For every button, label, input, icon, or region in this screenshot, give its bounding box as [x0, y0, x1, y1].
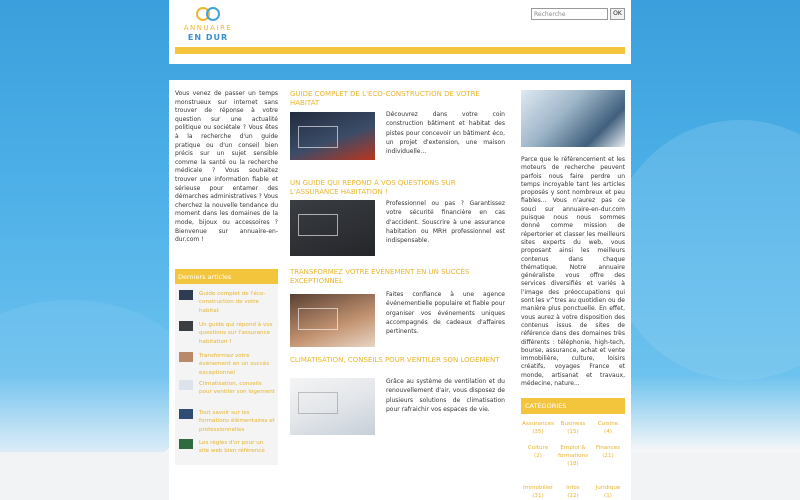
- category-count: (31): [532, 493, 544, 499]
- latest-article-thumbnail: [179, 439, 193, 449]
- category-link[interactable]: [521, 444, 555, 460]
- background-shape: [610, 120, 800, 380]
- category-link[interactable]: [591, 420, 625, 436]
- article-excerpt: Découvrez dans votre coin construction bâtiment et habitat des pistes pour concevoir un bâtiment éco, un projet d'extension, une maison individuelle...: [386, 111, 505, 156]
- article-title[interactable]: UN GUIDE QUI RÉPOND À VOS QUESTIONS SUR L'ASSURANCE HABITATION !: [290, 179, 456, 196]
- category-name: Emploi & formations: [557, 445, 589, 459]
- logo-text-line1: ANNUAIRE: [183, 24, 233, 32]
- category-count: (22): [567, 493, 579, 499]
- category-link[interactable]: [521, 484, 555, 500]
- category-name: Culture: [527, 445, 549, 451]
- latest-article-link[interactable]: Transformez votre événement en un succès exceptionnel: [199, 353, 270, 376]
- article-title[interactable]: CLIMATISATION, CONSEILS POUR VENTILER SON LOGEMENT: [290, 356, 500, 364]
- category-count: (4): [604, 429, 612, 435]
- about-text: Parce que le référencement et les moteurs de recherche peuvent parfois nous faire perdre un temps incroyable tant les articles proposés y sont nombreux et peu fiables... Vous n'aurez pas ce souci sur annuaire-en-dur.com puisque nous nous sommes donné comme mission de répertorier et classer les meilleurs sites experts du web, vous proposant ainsi les meilleurs contenus dans chaque thématique. Notre annuaire généraliste vous offre des services diversifiés et variés à l'image des préoccupations qui sont les v^tres au quotidien ou de manière plus ponctuelle. En effet, vous aurez à votre disposition des contenus issus de sites de référence dans des domaines très différents : téléphonie, high-tech, bourse, assurance, achat et vente immobilière, culture, loisirs créatifs, voyages France et monde, artisanat et travaux, médecine, nature...: [521, 156, 625, 388]
- latest-articles-title: Derniers articles: [175, 269, 278, 284]
- logo-text-line2: EN DUR: [187, 33, 229, 42]
- category-count: (1): [604, 493, 612, 499]
- latest-article-thumbnail: [179, 380, 193, 390]
- category-link[interactable]: [556, 444, 590, 468]
- category-count: (2): [534, 453, 542, 459]
- search-button[interactable]: OK: [610, 8, 625, 20]
- article-card: [290, 268, 505, 336]
- article-card: [290, 179, 505, 245]
- category-count: (18): [567, 461, 579, 467]
- latest-article-thumbnail: [179, 409, 193, 419]
- latest-article-link[interactable]: Guide complet de l'éco-construction de votre habitat: [199, 291, 266, 314]
- category-link[interactable]: [521, 420, 555, 436]
- article-image-overlay: [298, 308, 338, 330]
- article-card: [290, 90, 505, 156]
- category-name: Infos: [566, 485, 580, 491]
- featured-image: [521, 90, 625, 147]
- article-title[interactable]: TRANSFORMEZ VOTRE ÉVÉNEMENT EN UN SUCCÈS EXCEPTIONNEL: [290, 268, 470, 285]
- categories-title: CATÉGORIES: [521, 398, 625, 414]
- latest-article-link[interactable]: Tout savoir sur les formations élémentaires et professionnelles: [199, 410, 275, 433]
- article-image[interactable]: [290, 294, 375, 347]
- latest-article-link[interactable]: Climatisation, conseils pour ventiler son logement: [199, 381, 275, 396]
- article-image-overlay: [298, 126, 338, 148]
- category-link[interactable]: [556, 484, 590, 500]
- latest-articles-box: [175, 269, 278, 465]
- category-name: Immobilier: [523, 485, 553, 491]
- category-name: Cuisine: [597, 421, 619, 427]
- site-logo[interactable]: [175, 7, 241, 41]
- nav-bar: [175, 47, 625, 54]
- category-count: (15): [567, 429, 579, 435]
- site-header: [169, 0, 631, 64]
- article-image[interactable]: [290, 112, 375, 160]
- category-count: (21): [602, 453, 614, 459]
- latest-article-thumbnail: [179, 352, 193, 362]
- category-count: (35): [532, 429, 544, 435]
- category-name: Business: [560, 421, 586, 427]
- latest-article-thumbnail: [179, 321, 193, 331]
- article-image[interactable]: [290, 378, 375, 435]
- article-excerpt: Grâce au système de ventilation et du renouvellement d'air, vous disposez de plusieurs solutions de climatisation pour rafraichir vos espaces de vie.: [386, 378, 505, 413]
- article-image-overlay: [298, 392, 338, 414]
- category-name: Finances: [595, 445, 621, 451]
- latest-article-link[interactable]: Un guide qui répond à vos questions sur l'assurance habitation !: [199, 322, 273, 345]
- article-image[interactable]: [290, 200, 375, 256]
- category-name: Assurances: [522, 421, 554, 427]
- search-input[interactable]: [531, 8, 608, 20]
- article-excerpt: Faites confiance à une agence événementielle populaire et fiable pour organiser vos événements uniques accompagnés de cadeaux d'affaires pertinents.: [386, 291, 505, 336]
- category-link[interactable]: [591, 444, 625, 460]
- article-image-overlay: [298, 214, 338, 236]
- left-sidebar: [175, 90, 278, 455]
- article-title[interactable]: GUIDE COMPLET DE L'ÉCO-CONSTRUCTION DE VOTRE HABITAT: [290, 90, 480, 107]
- article-card: [290, 356, 505, 413]
- category-link[interactable]: [556, 420, 590, 436]
- category-name: Juridique: [595, 485, 621, 491]
- article-excerpt: Professionnel ou pas ? Garantissez votre sécurité financière en cas d'accident. Souscrire à une assurance habitation ou MRH professionnel est indispensable.: [386, 200, 505, 245]
- intro-text: Vous venez de passer un temps monstrueux sur internet sans trouver de réponse à votre question sur une actualité politique ou sociétale ? Vous êtes à la recherche d'un guide pratique ou d'un conseil bien précis sur un sujet sensible comme la santé ou la recherche médicale ? Vous souhaitez trouver une information fiable et sérieuse pour entamer des démarches administratives ? Vous cherchez la nouvelle tendance du moment dans les domaines de la mode, bijoux ou accessoires ? Bienvenue sur annuaire-en-dur.com !: [175, 90, 278, 244]
- logo-rings-icon: [196, 7, 220, 21]
- latest-article-thumbnail: [179, 290, 193, 300]
- category-link[interactable]: [591, 484, 625, 500]
- main-content: [169, 80, 631, 500]
- latest-article-link[interactable]: Les règles d'or pour un site web bien référencé: [199, 440, 265, 455]
